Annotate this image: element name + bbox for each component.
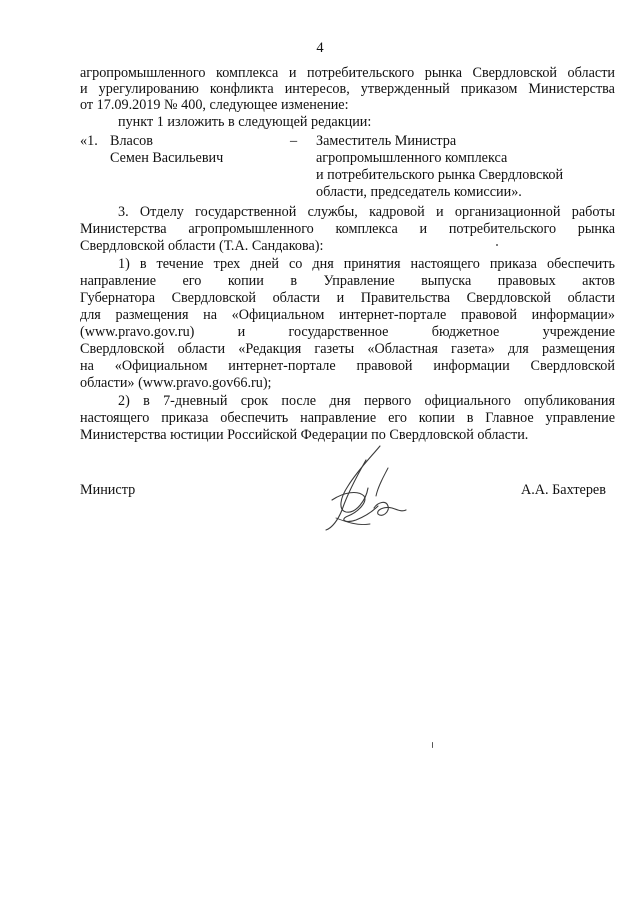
page-number: 4	[316, 40, 324, 56]
sub2-line-1: 2) в 7-дневный срок после дня первого официального опубликования	[118, 393, 615, 409]
sub1-line-6: Свердловской области «Редакция газеты «Областная газета» для размещения	[80, 341, 615, 357]
sub1-line-4: для размещения на «Официальном интернет-портале правовой информации»	[80, 307, 615, 323]
sub1-line-2: направление его копии в Управление выпуска правовых актов	[80, 273, 615, 289]
sub1-line-7: на «Официальном интернет-портале правовой информации Свердловской	[80, 358, 615, 374]
handwritten-signature	[318, 440, 413, 540]
sub1-line-8: области» (www.pravo.gov66.ru);	[80, 375, 272, 391]
sub1-line-3: Губернатора Свердловской области и Правительства Свердловской области	[80, 290, 615, 306]
sub2-line-2: настоящего приказа обеспечить направление его копии в Главное управление	[80, 410, 615, 426]
member-position-line-3: и потребительского рынка Свердловской	[316, 167, 564, 183]
member-dash: –	[290, 133, 298, 149]
intro-line-2: и урегулированию конфликта интересов, утвержденный приказом Министерства	[80, 81, 615, 97]
scan-speck	[496, 244, 498, 246]
section3-line-3: Свердловской области (Т.А. Сандакова):	[80, 238, 324, 254]
scan-speck	[432, 742, 433, 748]
member-surname: Власов	[110, 133, 153, 149]
member-given-name: Семен Васильевич	[110, 150, 224, 166]
sub1-line-5: (www.pravo.gov.ru) и государственное бюджетное учреждение	[80, 324, 615, 340]
signatory-name: А.А. Бахтерев	[521, 482, 606, 498]
intro-line-3: от 17.09.2019 № 400, следующее изменение:	[80, 97, 349, 113]
member-position-line-1: Заместитель Министра	[316, 133, 457, 149]
section3-line-2: Министерства агропромышленного комплекса и потребительского рынка	[80, 221, 615, 237]
member-position-line-4: области, председатель комиссии».	[316, 184, 522, 200]
sub1-line-1: 1) в течение трех дней со дня принятия настоящего приказа обеспечить	[118, 256, 615, 272]
signatory-title: Министр	[80, 482, 136, 498]
intro-line-1: агропромышленного комплекса и потребительского рынка Свердловской области	[80, 65, 615, 81]
sub2-line-3: Министерства юстиции Российской Федерации по Свердловской области.	[80, 427, 529, 443]
item-heading: пункт 1 изложить в следующей редакции:	[118, 114, 372, 130]
member-position-line-2: агропромышленного комплекса	[316, 150, 508, 166]
member-number: «1.	[80, 133, 98, 149]
section3-line-1: 3. Отделу государственной службы, кадровой и организационной работы	[118, 204, 615, 220]
